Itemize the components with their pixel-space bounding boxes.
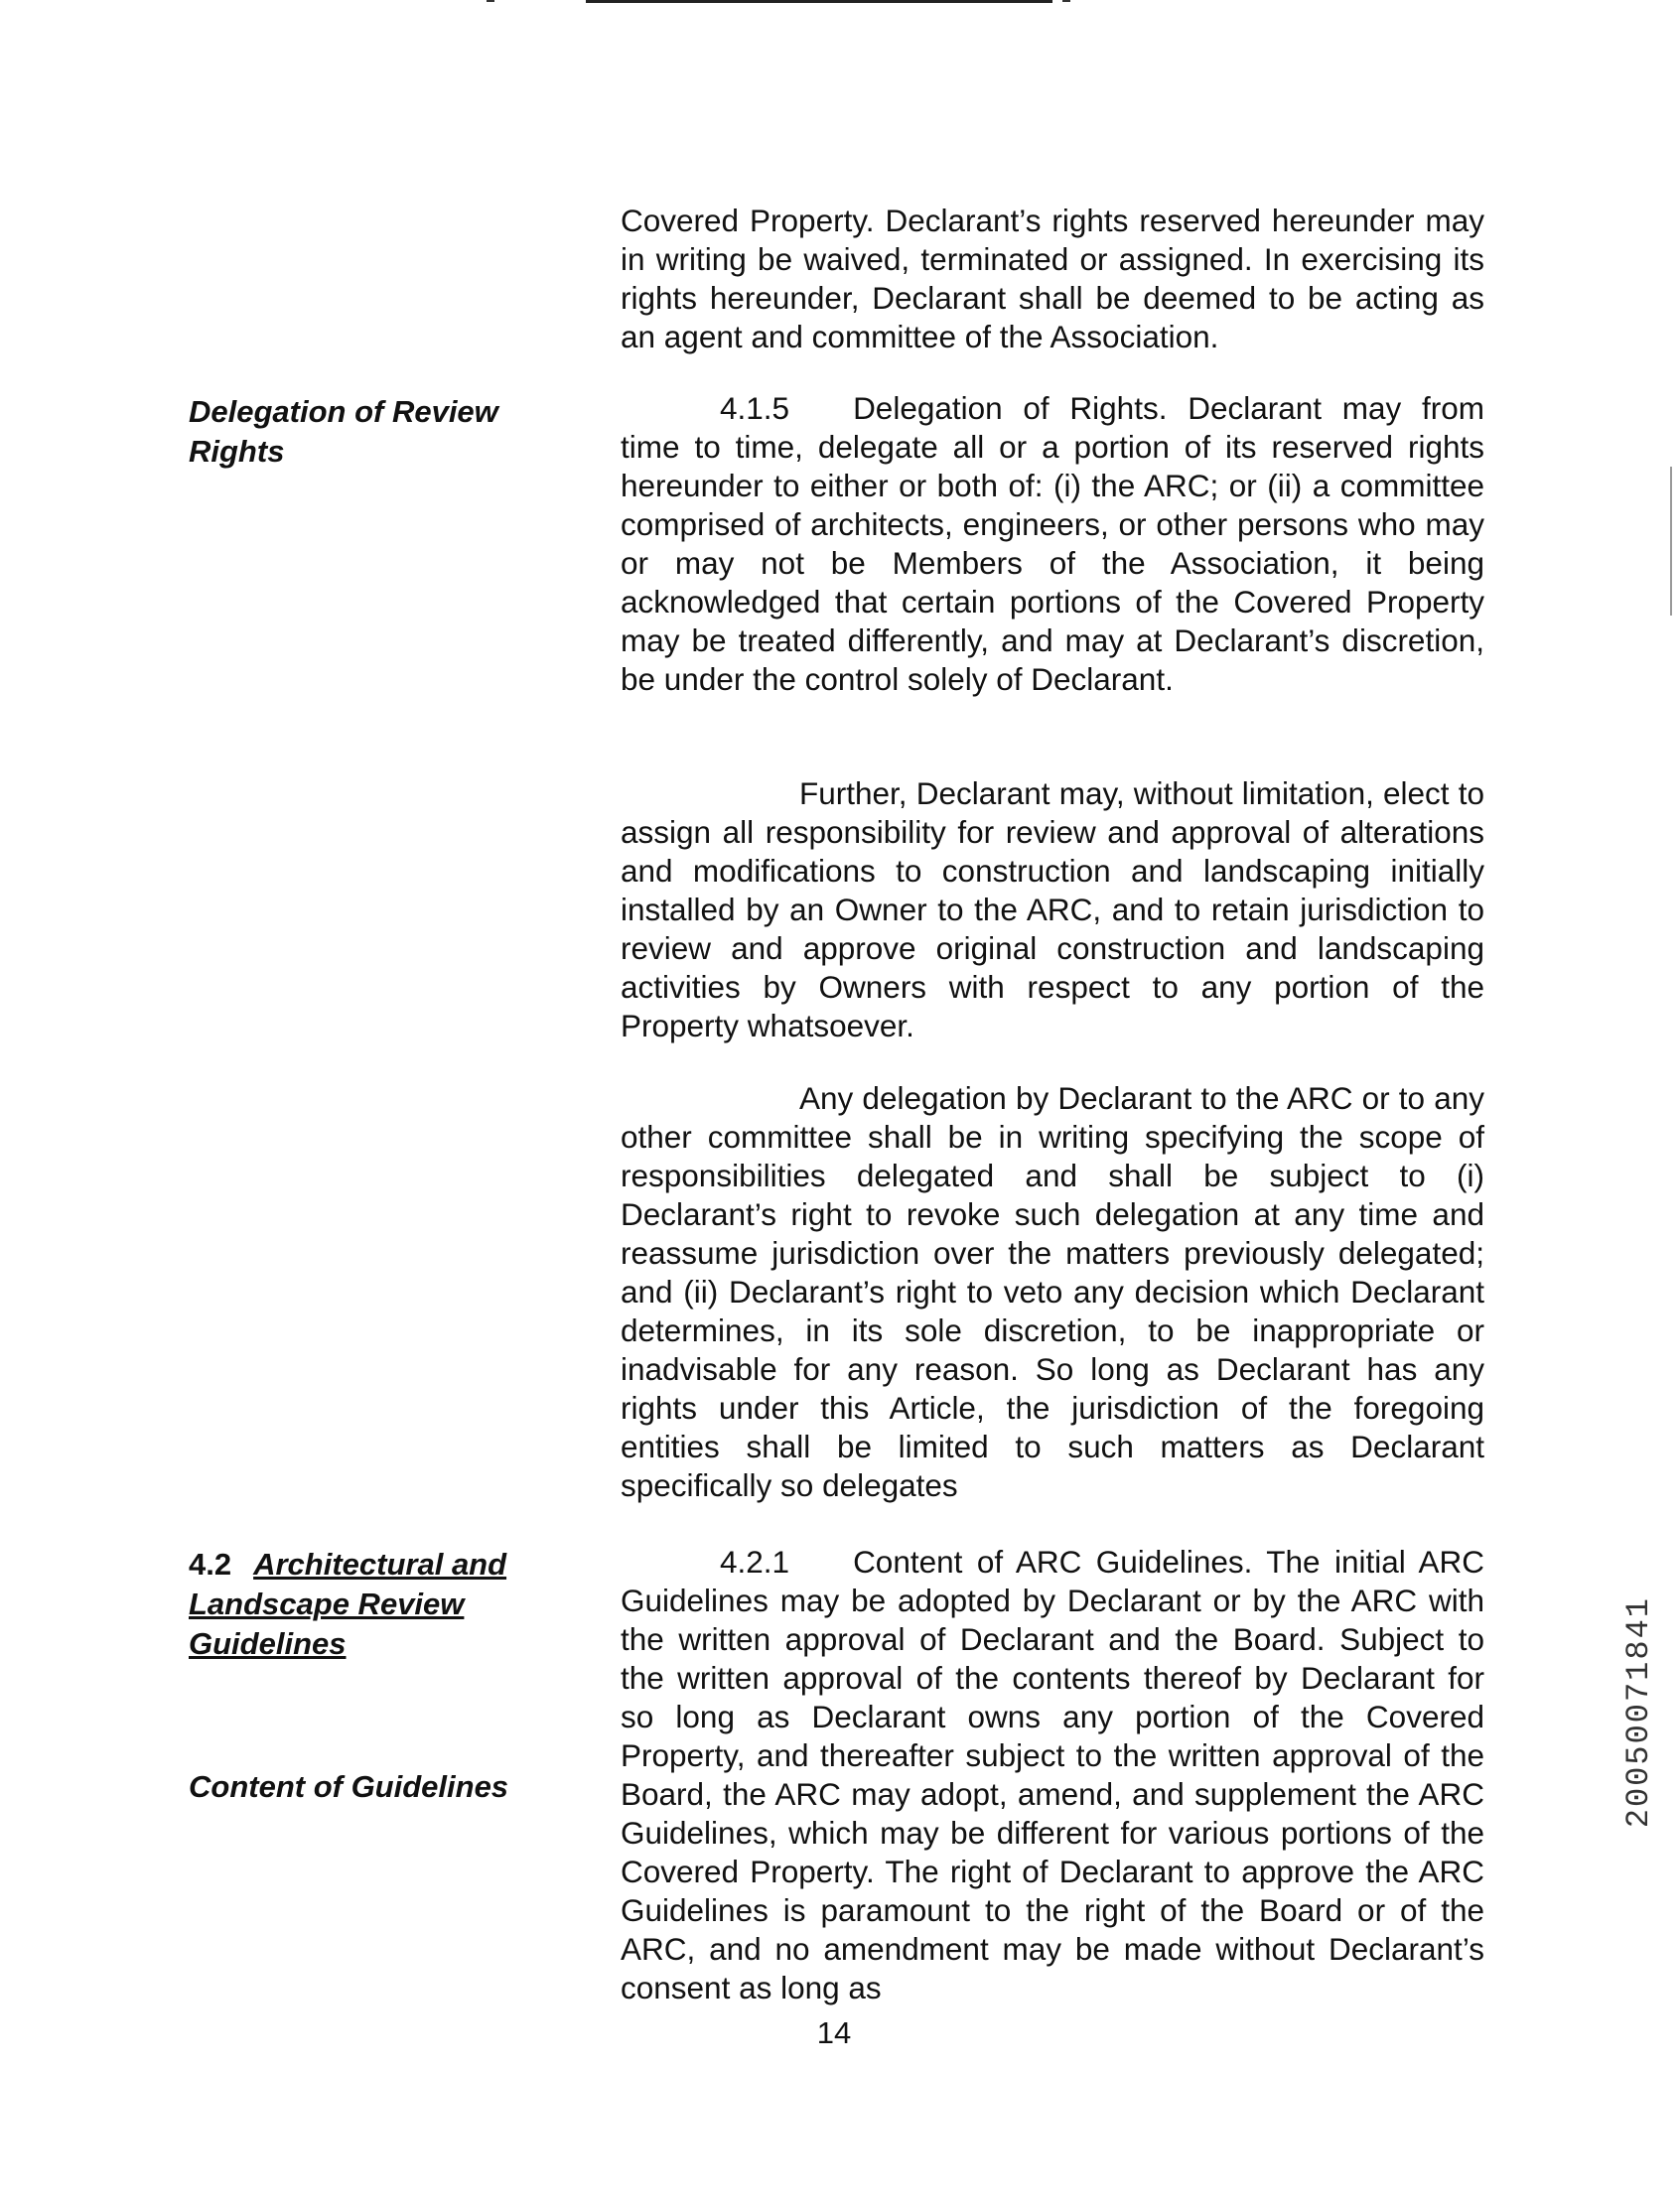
further-paragraph: Further, Declarant may, without limitation, elect to assign all responsibility for review and approval of alterations and modifications to construction and landscaping initially installed by an Owner to the ARC, and to retain jurisdiction to review and approve original construction and landscaping activities by Owners with respect to any portion of the Property whatsoever.: [621, 775, 1484, 1043]
side-heading-content-text: Content of Guidelines: [189, 1769, 509, 1804]
side-heading-delegation: [189, 392, 566, 472]
section-4-1-5-number: 4.1.5: [720, 390, 790, 426]
side-heading-delegation-text: Delegation of Review Rights: [189, 394, 498, 469]
continuation-paragraph: Covered Property. Declarant’s rights reserved hereunder may in writing be waived, terminated or assigned. In exercising its rights hereunder, Declarant shall be deemed to be acting as an agent and committee of the Association.: [621, 203, 1484, 354]
scan-edge-line: [1670, 467, 1672, 616]
top-scan-mark: [586, 0, 1052, 3]
top-scan-dot: [1062, 0, 1070, 2]
top-scan-dot: [487, 0, 494, 2]
section-4-2-1-number: 4.2.1: [720, 1544, 790, 1580]
section-4-2-1-text: Content of ARC Guidelines. The initial ARC Guidelines may be adopted by Declarant or by the ARC with the written approval of Declarant and the Board. Subject to the written approval of the contents thereof by Declarant for so long as Declarant owns any portion of the Covered Property, and thereafter subject to the written approval of the Board, the ARC may adopt, amend, and supplement the ARC Guidelines, which may be different for various portions of the Covered Property. The right of Declarant to approve the ARC Guidelines is paramount to the right of the Board or of the ARC, and no amendment may be made without Declarant’s consent as long as: [621, 1544, 1484, 2005]
side-heading-content: [189, 1767, 586, 1807]
recording-number-stamp: 20050071841: [1620, 1596, 1657, 1829]
section-4-1-5-text: Delegation of Rights. Declarant may from time to time, delegate all or a portion of its reserved rights hereunder to either or both of: (i) the ARC; or (ii) a committee comprised of architects, engineers, or other persons who may or may not be Members of the Association, it being acknowledged that certain portions of the Covered Property may be treated differently, and may at Declarant’s discretion, be under the control solely of Declarant.: [621, 390, 1484, 697]
section-title: Architectural and Landscape Review Guidelines: [189, 1547, 507, 1661]
section-4-2-1-paragraph: [621, 1543, 1484, 2007]
delegation-paragraph: Any delegation by Declarant to the ARC or to any other committee shall be in writing specifying the scope of responsibilities delegated and shall be subject to (i) Declarant’s right to revoke such delegation at any time and reassume jurisdiction over the matters previously delegated; and (ii) Declarant’s right to veto any decision which Declarant determines, in its sole discretion, to be inappropriate or inadvisable for any reason. So long as Declarant has any rights under this Article, the jurisdiction of the foregoing entities shall be limited to such matters as Declarant specifically so delegates: [621, 1080, 1484, 1503]
section-number: 4.2: [189, 1547, 232, 1582]
side-heading-section-4-2: [189, 1545, 606, 1664]
page-number: 14: [816, 2015, 852, 2050]
section-4-1-5-paragraph: [621, 389, 1484, 699]
